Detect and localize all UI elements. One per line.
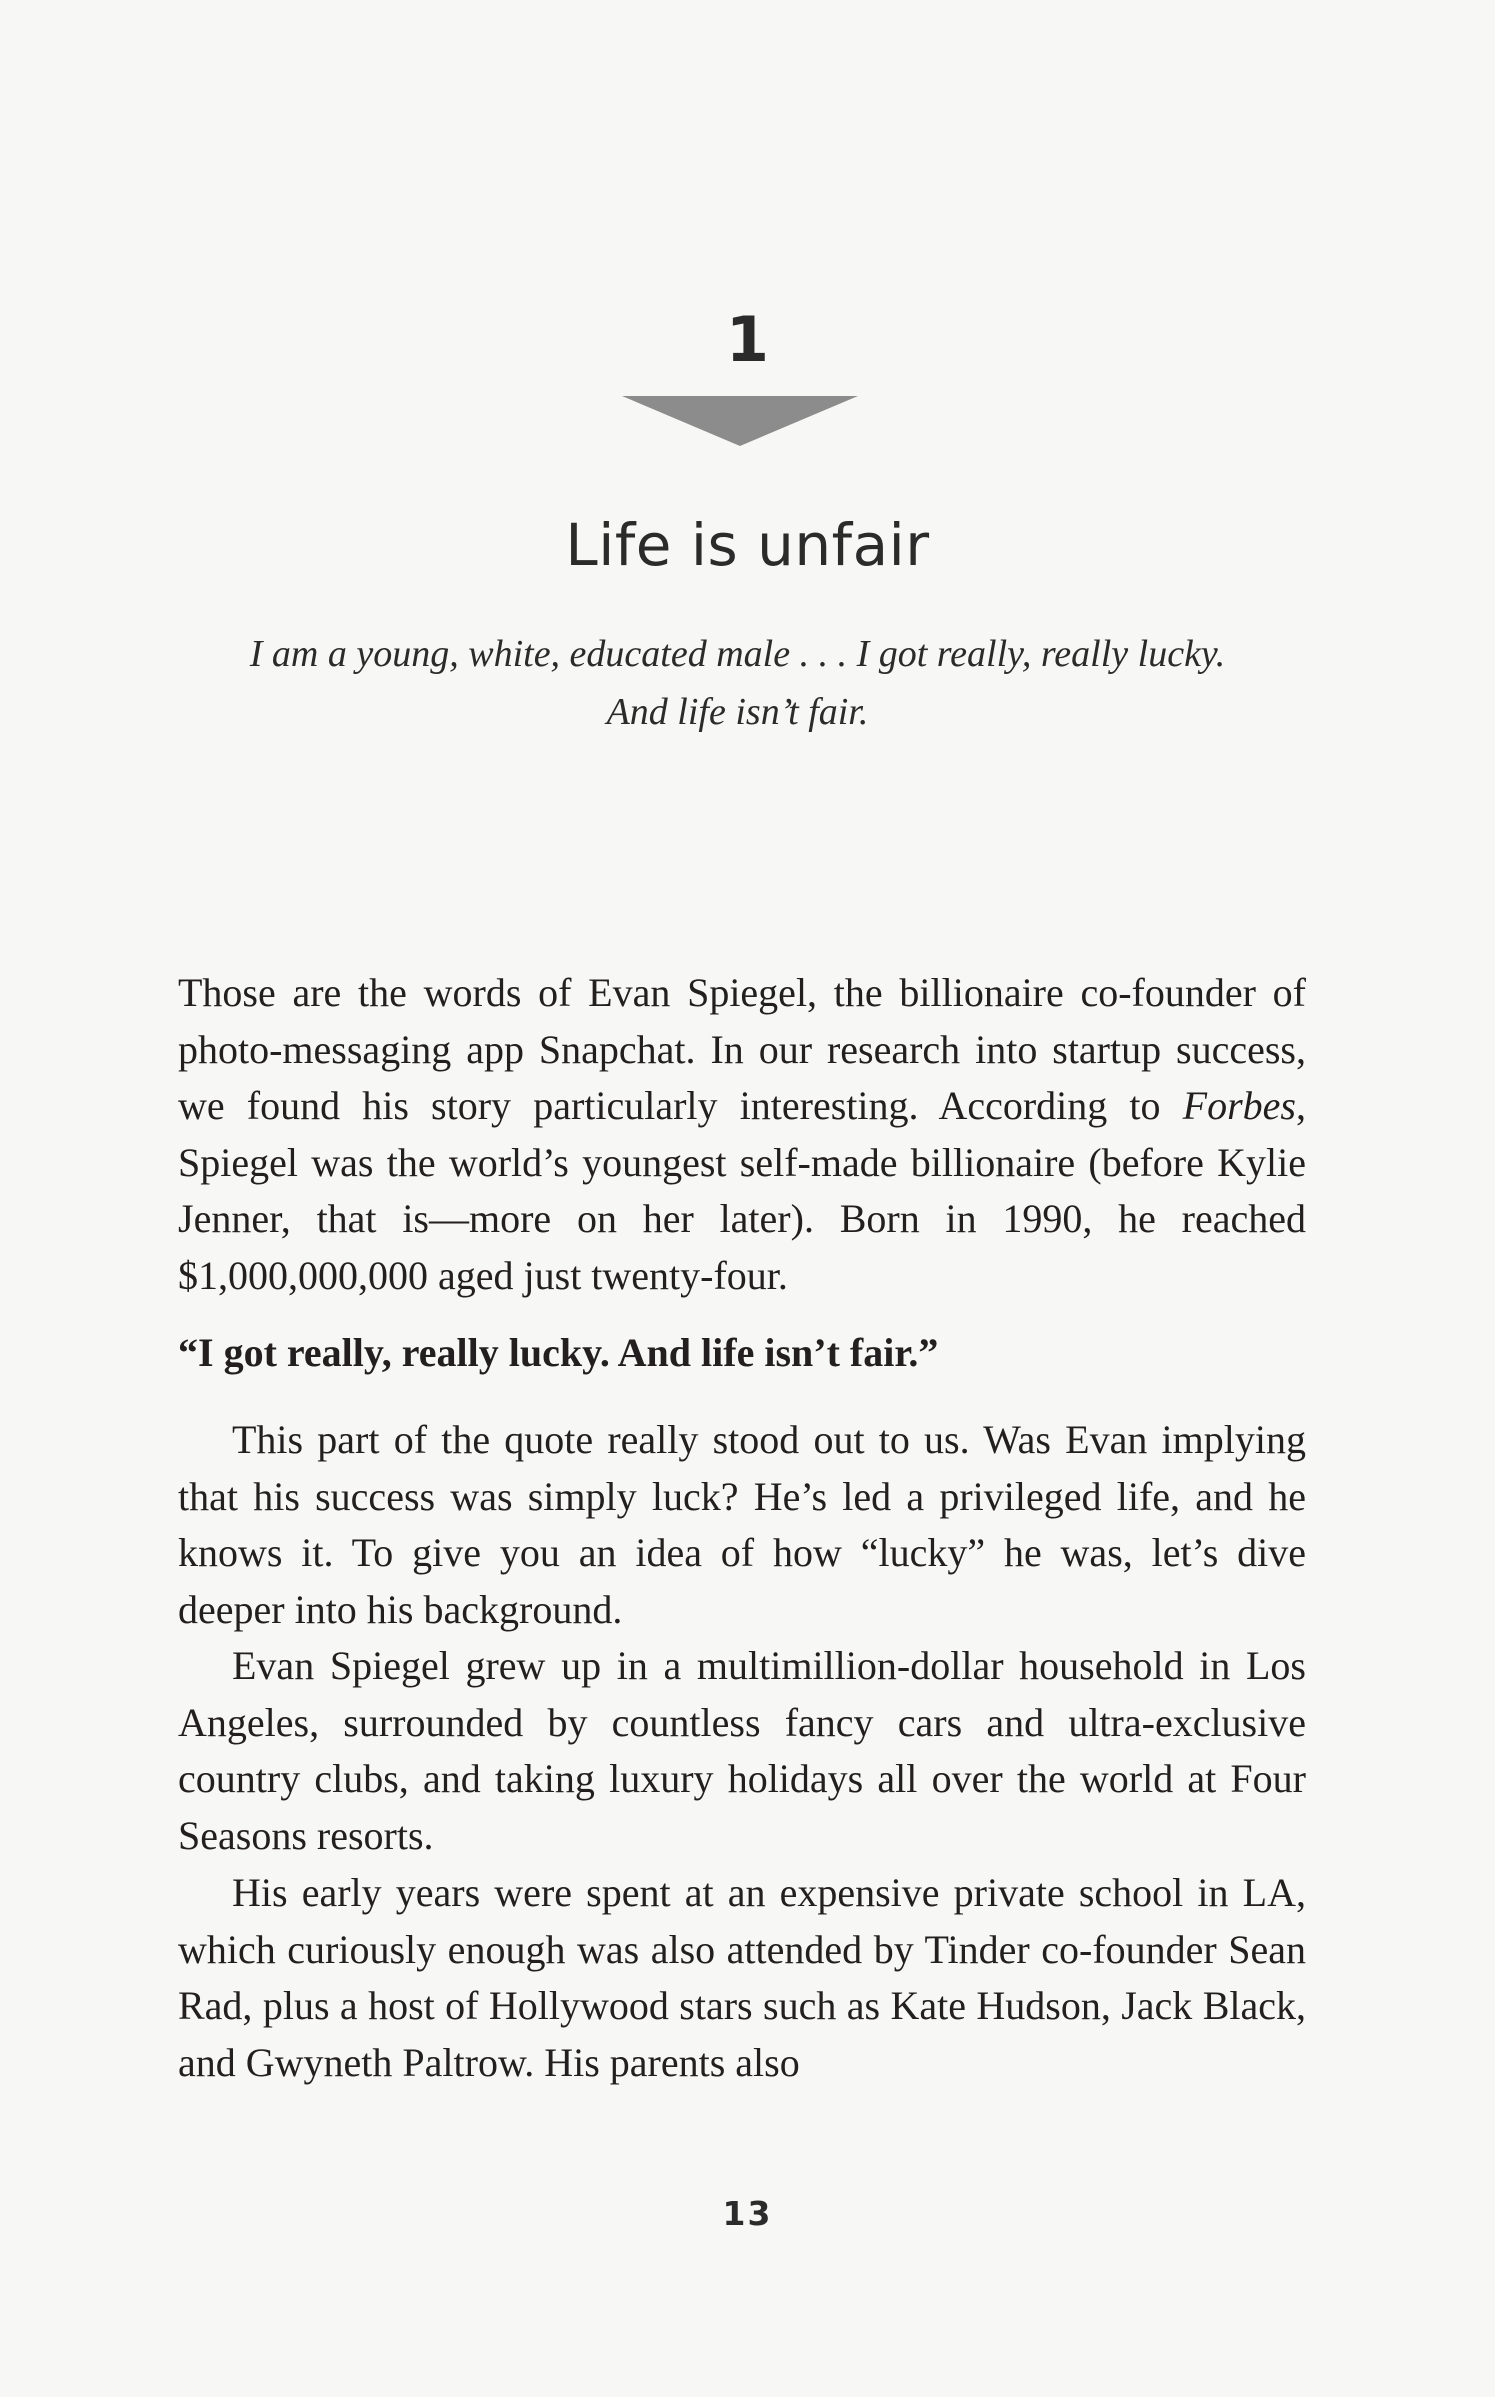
chapter-title: Life is unfair: [565, 511, 930, 579]
paragraph-4: His early years were spent at an expensive private school in LA, which curiously enough was also attended by Tinder co-founder Sean Rad, plus a host of Hollywood stars such as Kate Hudson, Jack Black, and Gwyneth Paltrow. His parents also: [178, 1870, 1306, 2085]
paragraph-3: Evan Spiegel grew up in a multimillion-dollar household in Los Angeles, surrounded by countless fancy cars and ultra-exclusive country clubs, and taking luxury holidays all over the world at Four Seasons resorts.: [178, 1643, 1306, 1858]
pull-quote: “I got really, really lucky. And life isn’t fair.”: [178, 1330, 939, 1375]
chapter-number: 1: [725, 303, 770, 376]
forbes-italic: Forbes: [1182, 1083, 1296, 1128]
paragraph-1: [178, 965, 1306, 1304]
page-number: 13: [722, 2194, 773, 2233]
paragraph-1-end: , Spiegel was the world’s youngest self-made billionaire (before Kylie Jenner, that is—more on her later). Born in 1990, he reached $1,000,000,000 aged just twenty-four.: [178, 1083, 1306, 1298]
paragraph-1-start: Those are the words of Evan Spiegel, the billionaire co-founder of photo-messaging app Snapchat. In our research into startup success, we found his story particularly interesting. According to: [178, 970, 1306, 1128]
epigraph-line-1: I am a young, white, educated male . . . I got really, really lucky.: [249, 633, 1226, 675]
epigraph: [150, 625, 1325, 741]
down-triangle-icon: [622, 396, 858, 446]
epigraph-line-2: And life isn’t fair.: [606, 691, 869, 733]
paragraph-2: This part of the quote really stood out to us. Was Evan implying that his success was simply luck? He’s led a privileged life, and he knows it. To give you an idea of how “lucky” he was, let’s dive deeper into his background.: [178, 1417, 1306, 1632]
